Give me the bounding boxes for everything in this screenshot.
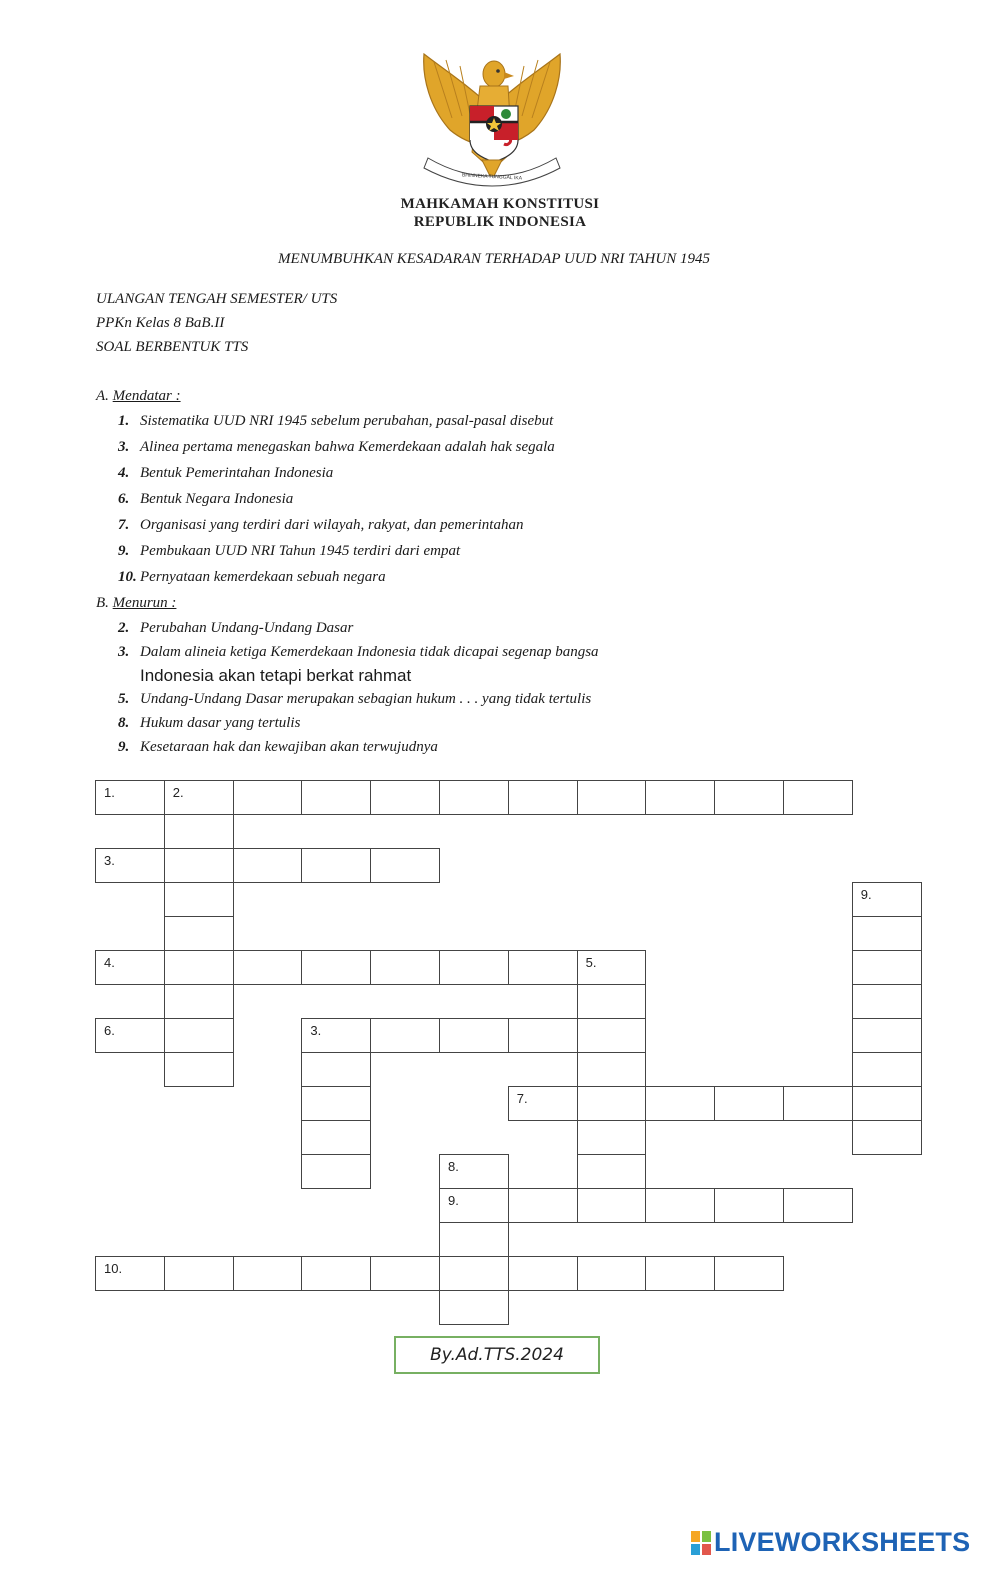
crossword-cell[interactable]: [233, 848, 303, 883]
crossword-cell[interactable]: [852, 1052, 922, 1087]
crossword-cell[interactable]: [439, 1290, 509, 1325]
crossword-cell[interactable]: [852, 950, 922, 985]
crossword-cell[interactable]: [852, 916, 922, 951]
crossword-cell[interactable]: [301, 1086, 371, 1121]
crossword-cell[interactable]: [645, 780, 715, 815]
crossword-cell[interactable]: [577, 1086, 647, 1121]
crossword-cell[interactable]: [370, 848, 440, 883]
clue-across-4: 4. Bentuk Pemerintahan Indonesia: [118, 465, 334, 481]
crossword-cell[interactable]: [783, 1188, 853, 1223]
crossword-cell[interactable]: [714, 780, 784, 815]
crossword-cell[interactable]: [783, 780, 853, 815]
crossword-cell[interactable]: [164, 882, 234, 917]
crossword-cell[interactable]: [233, 950, 303, 985]
crossword-cell[interactable]: [852, 1018, 922, 1053]
crossword-start-cell[interactable]: [95, 1256, 165, 1291]
crossword-cell[interactable]: [164, 950, 234, 985]
crossword-cell[interactable]: [301, 1052, 371, 1087]
crossword-clue-number: 8.: [448, 1159, 459, 1174]
crossword-cell[interactable]: [508, 1256, 578, 1291]
crossword-cell[interactable]: [301, 780, 371, 815]
crossword-cell[interactable]: [577, 984, 647, 1019]
clue-across-1: 1. Sistematika UUD NRI 1945 sebelum perubahan, pasal-pasal disebut: [118, 413, 554, 429]
clue-across-3: 3. Alinea pertama menegaskan bahwa Kemerdekaan adalah hak segala: [118, 439, 555, 455]
crossword-cell[interactable]: [577, 1120, 647, 1155]
crossword-cell[interactable]: [439, 1222, 509, 1257]
section-menurun: B. Menurun :: [96, 595, 177, 611]
crossword-cell[interactable]: [233, 1256, 303, 1291]
crossword-cell[interactable]: [714, 1188, 784, 1223]
crossword-clue-number: 6.: [104, 1023, 115, 1038]
crossword-cell[interactable]: [577, 1052, 647, 1087]
crossword-clue-number: 4.: [104, 955, 115, 970]
clue-down-5: 5. Undang-Undang Dasar merupakan sebagian hukum . . . yang tidak tertulis: [118, 691, 592, 707]
clue-across-7: 7. Organisasi yang terdiri dari wilayah, rakyat, dan pemerintahan: [118, 517, 524, 533]
crossword-clue-number: 3.: [104, 853, 115, 868]
garuda-emblem-icon: [412, 48, 572, 188]
clue-down-3: 3. Dalam alineia ketiga Kemerdekaan Indonesia tidak dicapai segenap bangsa: [118, 644, 599, 660]
clue-across-10: 10. Pernyataan kemerdekaan sebuah negara: [118, 569, 386, 585]
liveworksheets-logo-icon: [690, 1530, 712, 1556]
crossword-cell[interactable]: [439, 1018, 509, 1053]
crossword-cell[interactable]: [164, 814, 234, 849]
crossword-clue-number: 5.: [585, 955, 597, 970]
crossword-cell[interactable]: [577, 780, 647, 815]
crossword-cell[interactable]: [783, 1086, 853, 1121]
crossword-start-cell[interactable]: [439, 1154, 509, 1189]
crossword-start-cell[interactable]: [95, 950, 165, 985]
crossword-cell[interactable]: [439, 1256, 509, 1291]
crossword-clue-number: 7.: [516, 1091, 528, 1106]
crossword-cell[interactable]: [577, 1188, 647, 1223]
crossword-cell[interactable]: [439, 780, 509, 815]
crossword-cell[interactable]: [852, 1120, 922, 1155]
crossword-cell[interactable]: [852, 1086, 922, 1121]
header-subject: PPKn Kelas 8 BaB.II: [96, 315, 225, 331]
header-type: SOAL BERBENTUK TTS: [96, 339, 249, 355]
crossword-start-cell[interactable]: [439, 1188, 509, 1223]
crossword-clue-number: 1.: [104, 785, 115, 800]
clue-down-9: 9. Kesetaraan hak dan kewajiban akan terwujudnya: [118, 739, 438, 755]
credit-box: By.Ad.TTS.2024: [394, 1336, 600, 1374]
crossword-cell[interactable]: [370, 780, 440, 815]
crossword-clue-number: 2.: [172, 785, 184, 800]
crossword-cell[interactable]: [301, 950, 371, 985]
crossword-start-cell[interactable]: [852, 882, 922, 917]
crossword-start-cell[interactable]: [301, 1018, 371, 1053]
crossword-cell[interactable]: [645, 1256, 715, 1291]
crossword-cell[interactable]: [508, 1018, 578, 1053]
crossword-cell[interactable]: [164, 916, 234, 951]
emblem-motto: BHINNEKA TUNGGAL IKA: [461, 172, 523, 182]
clue-across-9: 9. Pembukaan UUD NRI Tahun 1945 terdiri dari empat: [118, 543, 461, 559]
clue-down-2: 2. Perubahan Undang-Undang Dasar: [118, 620, 354, 636]
crossword-start-cell[interactable]: [164, 780, 234, 815]
crossword-cell[interactable]: [301, 848, 371, 883]
header-exam: ULANGAN TENGAH SEMESTER/ UTS: [96, 291, 338, 307]
crossword-cell[interactable]: [508, 1188, 578, 1223]
liveworksheets-brand: [690, 1527, 970, 1558]
crossword-cell[interactable]: [301, 1154, 371, 1189]
institution-line2: REPUBLIK INDONESIA: [413, 214, 587, 230]
crossword-cell[interactable]: [645, 1086, 715, 1121]
clue-across-6: 6. Bentuk Negara Indonesia: [118, 491, 294, 507]
crossword-cell[interactable]: [370, 1018, 440, 1053]
crossword-cell[interactable]: [439, 950, 509, 985]
crossword-clue-number: 9.: [448, 1193, 459, 1208]
institution-line1: MAHKAMAH KONSTITUSI: [400, 196, 600, 212]
crossword-cell[interactable]: [508, 950, 578, 985]
crossword-cell[interactable]: [852, 984, 922, 1019]
crossword-cell[interactable]: [164, 1018, 234, 1053]
crossword-cell[interactable]: [508, 780, 578, 815]
crossword-cell[interactable]: [164, 1052, 234, 1087]
crossword-cell[interactable]: [714, 1256, 784, 1291]
crossword-cell[interactable]: [301, 1120, 371, 1155]
section-mendatar-label: Mendatar :: [112, 388, 181, 404]
crossword-cell[interactable]: [577, 1018, 647, 1053]
crossword-cell[interactable]: [370, 950, 440, 985]
section-mendatar: A. Mendatar :: [96, 388, 181, 404]
liveworksheets-wordmark: LIVEWORKSHEETS: [714, 1527, 971, 1557]
crossword-start-cell[interactable]: [95, 848, 165, 883]
crossword-cell[interactable]: [301, 1256, 371, 1291]
crossword-start-cell[interactable]: [95, 780, 165, 815]
crossword-cell[interactable]: [577, 1256, 647, 1291]
section-menurun-label: Menurun :: [112, 595, 177, 611]
crossword-cell[interactable]: [645, 1188, 715, 1223]
crossword-clue-number: 10.: [104, 1261, 123, 1276]
crossword-cell[interactable]: [164, 848, 234, 883]
crossword-cell[interactable]: [370, 1256, 440, 1291]
crossword-clue-number: 3.: [310, 1023, 322, 1038]
clue-down-8: 8. Hukum dasar yang tertulis: [118, 715, 301, 731]
crossword-cell[interactable]: [714, 1086, 784, 1121]
page-title: MENUMBUHKAN KESADARAN TERHADAP UUD NRI TAHUN 1945: [278, 251, 710, 267]
crossword-clue-number: 9.: [860, 887, 872, 902]
crossword-cell[interactable]: [233, 780, 303, 815]
crossword-start-cell[interactable]: [577, 950, 647, 985]
crossword-cell[interactable]: [577, 1154, 647, 1189]
crossword-cell[interactable]: [164, 984, 234, 1019]
crossword-cell[interactable]: [164, 1256, 234, 1291]
crossword-start-cell[interactable]: [95, 1018, 165, 1053]
clue-down-3-continuation: Indonesia akan tetapi berkat rahmat: [140, 666, 412, 685]
crossword-start-cell[interactable]: [508, 1086, 578, 1121]
